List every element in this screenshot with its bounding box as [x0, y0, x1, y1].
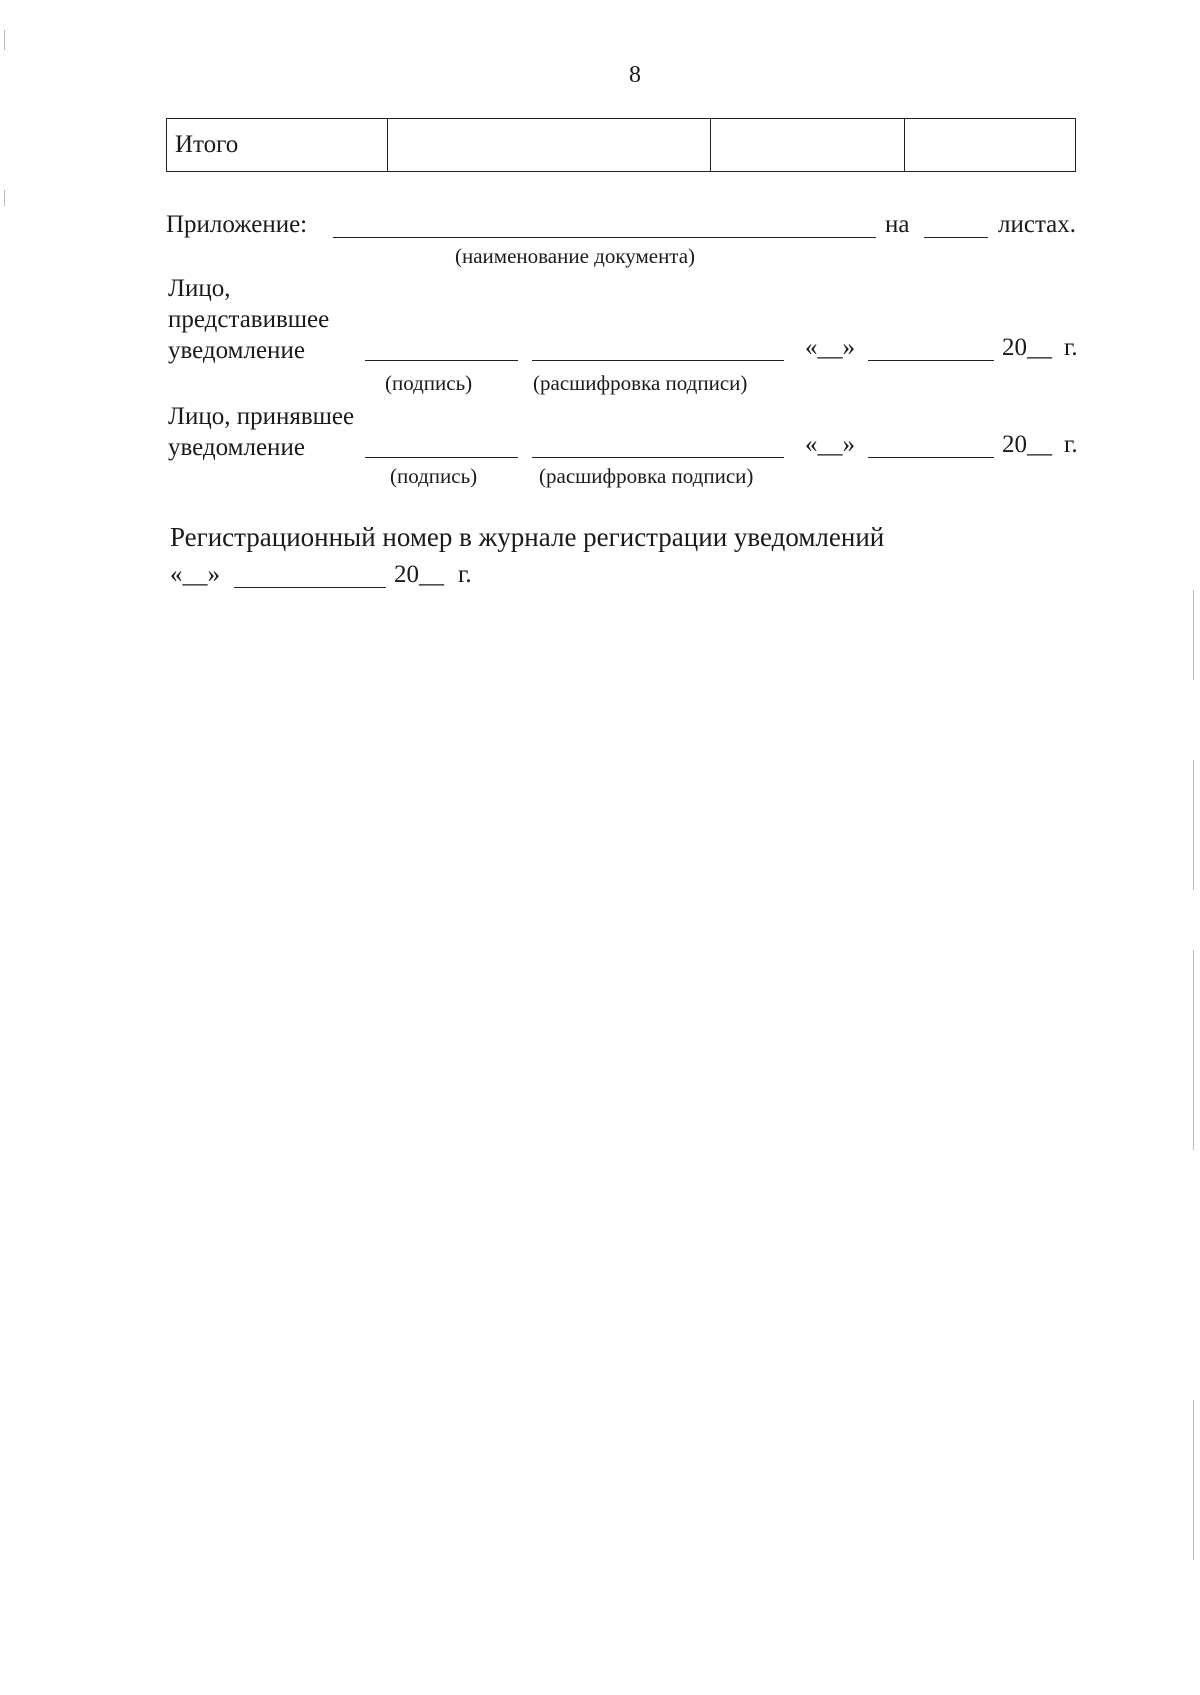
attachment-caption: (наименование документа) [455, 244, 696, 268]
receiver-month-line [868, 457, 994, 458]
submitter-year: 20__ [1002, 334, 1052, 361]
scan-edge-mark [1193, 1400, 1194, 1560]
attachment-name-line [333, 237, 876, 238]
submitter-label [168, 273, 329, 366]
receiver-decoding-caption: (расшифровка подписи) [539, 464, 754, 488]
submitter-decoding-line [532, 360, 784, 361]
receiver-label-line: уведомление [168, 434, 305, 461]
receiver-label-line: Лицо, принявшее [168, 403, 355, 430]
attachment-on-label: на [885, 211, 910, 238]
receiver-decoding-line [532, 457, 784, 458]
total-cell-1 [388, 119, 711, 172]
total-label-cell: Итого [167, 119, 388, 172]
scan-edge-mark [1193, 950, 1194, 1150]
submitter-signature-line [365, 360, 518, 361]
submitter-decoding-caption: (расшифровка подписи) [533, 371, 748, 395]
receiver-year-suffix: г. [1064, 431, 1078, 458]
totals-table [166, 118, 1076, 172]
receiver-date-quote: «__» [805, 431, 855, 458]
registration-text: Регистрационный номер в журнале регистрации уведомлений [170, 522, 885, 552]
attachment-label: Приложение: [166, 211, 308, 238]
submitter-label-line: Лицо, [168, 275, 231, 302]
submitter-date-quote: «__» [805, 334, 855, 361]
receiver-signature-line [365, 457, 518, 458]
scan-edge-mark [4, 30, 5, 50]
table-row [167, 119, 1076, 172]
submitter-year-suffix: г. [1064, 334, 1078, 361]
submitter-label-line: представившее [168, 306, 330, 333]
registration-year-suffix: г. [458, 561, 472, 588]
submitter-month-line [868, 360, 994, 361]
registration-date-quote: «__» [170, 561, 220, 588]
scan-edge-mark [4, 190, 5, 206]
registration-month-line [234, 587, 386, 588]
attachment-sheets-label: листах. [998, 211, 1077, 238]
receiver-signature-caption: (подпись) [390, 464, 478, 488]
receiver-year: 20__ [1002, 431, 1052, 458]
scan-edge-mark [1193, 590, 1194, 680]
total-cell-3 [905, 119, 1076, 172]
total-cell-2 [711, 119, 905, 172]
submitter-signature-caption: (подпись) [385, 371, 473, 395]
submitter-label-line: уведомление [168, 337, 305, 364]
registration-year: 20__ [394, 561, 444, 588]
receiver-label [168, 401, 354, 463]
scan-edge-mark [1193, 760, 1194, 890]
page-number: 8 [629, 62, 641, 88]
attachment-sheets-line [924, 237, 988, 238]
